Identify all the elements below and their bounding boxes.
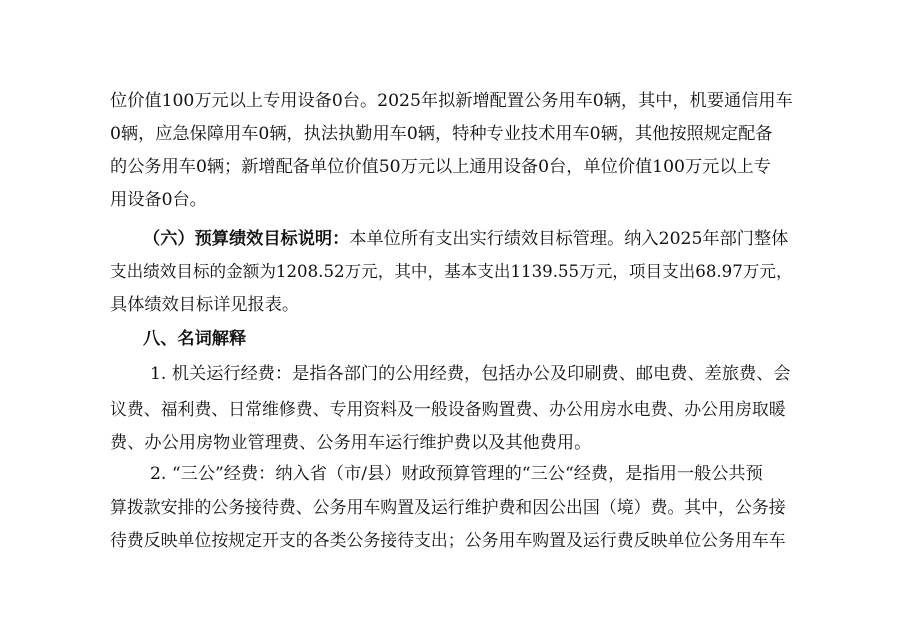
performance-paragraph-line-2: 支出绩效目标的金额为1208.52万元，其中，基本支出1139.55万元，项目支出68.97万元， [110, 262, 793, 281]
term1-line-2: 议费、福利费、日常维修费、专用资料及一般设备购置费、办公用房水电费、办公用房取暖 [110, 399, 786, 419]
performance-line-1-text: 本单位所有支出实行绩效目标管理。纳入2025年部门整体 [349, 229, 789, 249]
vehicles-paragraph-line-1: 位价值100万元以上专用设备0台。2025年拟新增配置公务用车0辆，其中，机要通信用车 [110, 91, 793, 111]
vehicles-paragraph-line-3: 的公务用车0辆；新增配备单位价值50万元以上通用设备0台，单位价值100万元以上专 [110, 157, 771, 177]
vehicles-paragraph-line-4: 用设备0台。 [110, 190, 207, 210]
vehicles-paragraph-line-2: 0辆，应急保障用车0辆，执法执勤用车0辆，特种专业技术用车0辆，其他按照规定配备 [110, 124, 773, 144]
performance-paragraph-line-1 [143, 226, 795, 252]
term2-line-2: 算拨款安排的公务接待费、公务用车购置及运行维护费和因公出国（境）费。其中，公务接 [110, 497, 786, 517]
term2-line-3: 待费反映单位按规定开支的各类公务接待支出；公务用车购置及运行费反映单位公务用车车 [110, 530, 786, 550]
term1-line-1: 1. 机关运行经费：是指各部门的公用经费，包括办公及印刷费、邮电费、差旅费、会 [150, 364, 791, 384]
term2-line-1: 2. “三公”经费：纳入省（市/县）财政预算管理的“三公“经费，是指用一般公共预 [150, 464, 763, 484]
term1-line-3: 费、办公用房物业管理费、公务用车运行维护费以及其他费用。 [110, 433, 592, 453]
performance-label: （六）预算绩效目标说明： [143, 229, 350, 249]
performance-paragraph-line-3: 具体绩效目标详见报表。 [110, 295, 300, 315]
section-heading-glossary: 八、名词解释 [143, 329, 247, 349]
